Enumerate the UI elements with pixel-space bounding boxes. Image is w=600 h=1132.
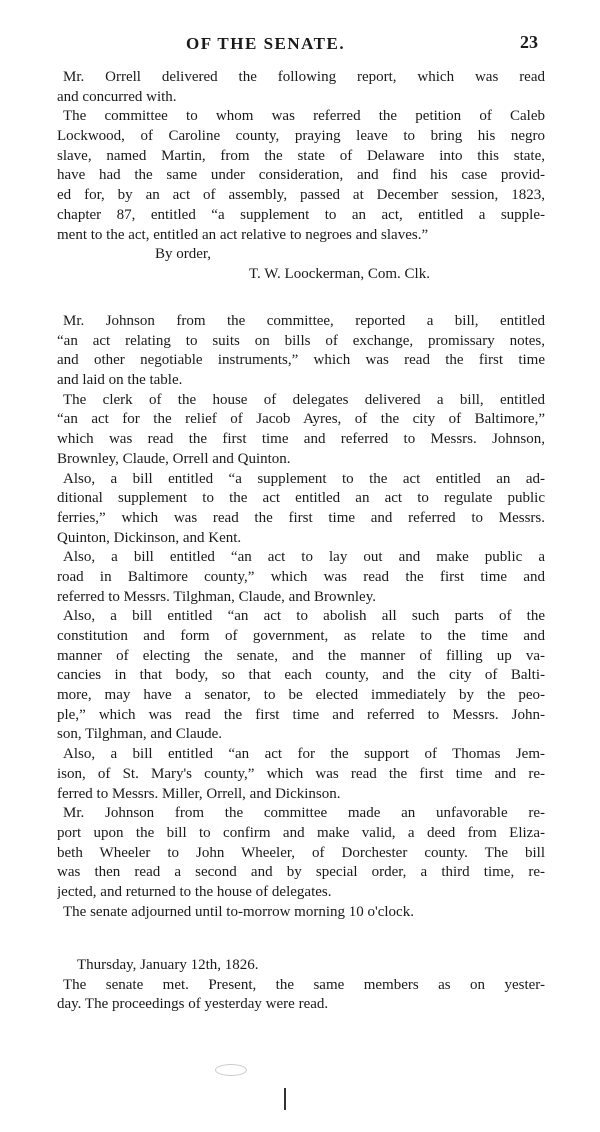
text-line: day. The proceedings of yesterday were read.	[57, 996, 329, 1013]
text-line: ferred to Messrs. Miller, Orrell, and Dickinson.	[57, 785, 341, 802]
text-line: chapter 87, entitled “a supplement to an act, entitled a supple-	[57, 206, 545, 223]
paragraph	[57, 107, 545, 245]
text-line: The committee to whom was referred the petition of Caleb	[63, 108, 545, 125]
scan-mark	[284, 1088, 286, 1110]
text-line: and laid on the table.	[57, 372, 183, 389]
proceedings-section	[57, 312, 545, 922]
paragraph	[57, 903, 545, 923]
paragraph	[57, 548, 545, 607]
text-line: ferries,” which was read the first time and referred to Messrs.	[57, 509, 545, 526]
text-line: ment to the act, entitled an act relative to negroes and slaves.”	[57, 226, 429, 243]
text-line: ison, of St. Mary's county,” which was read the first time and re-	[57, 765, 545, 782]
proceedings-paragraphs	[57, 312, 545, 922]
scan-smudge	[215, 1064, 247, 1076]
text-line: Also, a bill entitled “a supplement to the act entitled an ad-	[63, 470, 545, 487]
paragraph	[57, 607, 545, 745]
signature-line: T. W. Loockerman, Com. Clk.	[249, 265, 430, 282]
text-line: Mr. Johnson from the committee, reported a bill, entitled	[63, 313, 545, 329]
text-line: jected, and returned to the house of delegates.	[57, 883, 332, 900]
text-line: The senate adjourned until to-morrow morning 10 o'clock.	[63, 903, 414, 920]
text-line: Also, a bill entitled “an act to abolish all such parts of the	[63, 608, 545, 625]
text-line: ditional supplement to the act entitled an act to regulate public	[57, 490, 545, 507]
text-line: Quinton, Dickinson, and Kent.	[57, 529, 242, 546]
paragraph	[57, 745, 545, 804]
text-line: Mr. Johnson from the committee made an unfavorable re-	[63, 805, 545, 822]
page-number: 23	[520, 32, 538, 52]
paragraph	[57, 68, 545, 107]
text-line: “an act relating to suits on bills of exchange, promissary notes,	[57, 332, 545, 349]
paragraph	[57, 976, 545, 1015]
text-line: and other negotiable instruments,” which was read the first time	[57, 352, 545, 369]
text-line: road in Baltimore county,” which was read the first time and	[57, 568, 545, 585]
paragraph	[57, 470, 545, 549]
text-line: cancies in that body, so that each county, and the city of Balti-	[57, 667, 545, 684]
paragraph	[57, 312, 545, 391]
text-line: The clerk of the house of delegates delivered a bill, entitled	[63, 391, 545, 408]
text-line: “an act for the relief of Jacob Ayres, of the city of Baltimore,”	[57, 411, 545, 428]
paragraph	[57, 391, 545, 470]
text-line: Also, a bill entitled “an act for the support of Thomas Jem-	[63, 746, 545, 763]
text-line: Also, a bill entitled “an act to lay out and make public a	[63, 549, 545, 566]
text-line: more, may have a senator, to be elected immediately by the peo-	[57, 687, 545, 704]
text-line: have had the same under consideration, and find his case provid-	[57, 167, 545, 184]
text-line: was then read a second and by special order, a third time, re-	[57, 864, 545, 881]
text-line: Lockwood, of Caroline county, praying leave to bring his negro	[57, 128, 545, 145]
text-line: son, Tilghman, and Claude.	[57, 726, 223, 743]
text-line: beth Wheeler to John Wheeler, of Dorchester county. The bill	[57, 844, 545, 861]
paragraph	[57, 804, 545, 902]
text-line: which was read the first time and referred to Messrs. Johnson,	[57, 431, 545, 448]
text-line: constitution and form of government, as relate to the time and	[57, 628, 545, 644]
text-line: ed for, by an act of assembly, passed at December session, 1823,	[57, 187, 545, 204]
text-line: slave, named Martin, from the state of Delaware into this state,	[57, 147, 545, 164]
thursday-paragraphs	[57, 976, 545, 1015]
report-paragraphs	[57, 68, 545, 245]
text-line: The senate met. Present, the same members as on yester-	[63, 976, 545, 993]
text-line: port upon the bill to confirm and make valid, a deed from Eliza-	[57, 824, 545, 841]
text-line: ple,” which was read the first time and referred to Messrs. John-	[57, 706, 545, 723]
date-heading: Thursday, January 12th, 1826.	[77, 957, 259, 973]
page-header-title: OF THE SENATE.	[186, 34, 346, 53]
report-section	[57, 68, 545, 285]
text-line: Brownley, Claude, Orrell and Quinton.	[57, 450, 291, 467]
text-line: referred to Messrs. Tilghman, Claude, and Brownley.	[57, 588, 376, 605]
text-line: manner of electing the senate, and the manner of filling up va-	[57, 647, 545, 664]
text-line: and concurred with.	[57, 88, 177, 105]
thursday-section	[57, 956, 545, 1015]
by-order-line: By order,	[155, 246, 212, 263]
text-line: Mr. Orrell delivered the following report, which was read	[63, 69, 545, 85]
